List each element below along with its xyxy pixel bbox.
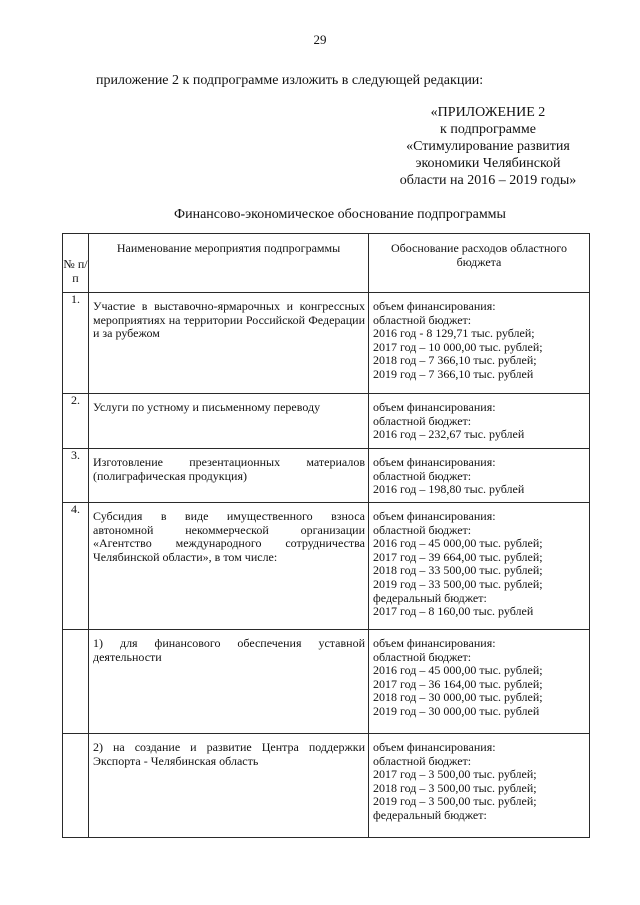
- justification-line: 2017 год – 10 000,00 тыс. рублей;: [373, 339, 543, 354]
- row-justification: [369, 630, 590, 734]
- justification-line: объем финансирования:: [373, 636, 496, 650]
- justification-line: 2019 год – 33 500,00 тыс. рублей;: [373, 576, 543, 591]
- justification-line: 2019 год – 30 000,00 тыс. рублей: [373, 703, 540, 718]
- row-activity-name: 1) для финансового обеспечения уставной деятельности: [89, 630, 369, 734]
- row-activity-name: Услуги по устному и письменному переводу: [89, 394, 369, 449]
- appendix-title: «ПРИЛОЖЕНИЕ 2: [430, 105, 546, 120]
- justification-line: 2018 год – 3 500,00 тыс. рублей;: [373, 780, 537, 795]
- justification-line: 2018 год – 7 366,10 тыс. рублей;: [373, 353, 537, 368]
- justification-line: областной бюджет:: [373, 753, 472, 768]
- row-justification: [369, 394, 590, 449]
- justification-line: 2016 год – 232,67 тыс. рублей: [373, 427, 525, 442]
- justification-line: областной бюджет:: [373, 522, 472, 537]
- table-row: [63, 293, 590, 394]
- row-justification: [369, 293, 590, 394]
- table-row: [63, 503, 590, 630]
- justification-line: областной бюджет:: [373, 649, 472, 664]
- table-title: Финансово-экономическое обоснование подпрограммы: [174, 207, 506, 222]
- header-num: № п/п: [63, 234, 89, 293]
- row-activity-name: Участие в выставочно-ярмарочных и конгрессных мероприятиях на территории Российской Федерации и за рубежом: [89, 293, 369, 394]
- header-justification: Обоснование расходов областного бюджета: [369, 234, 590, 293]
- justification-line: 2016 год – 198,80 тыс. рублей: [373, 482, 525, 497]
- justification-line: объем финансирования:: [373, 400, 496, 414]
- appendix-line: к подпрограмме: [440, 122, 536, 137]
- justification-line: областной бюджет:: [373, 468, 472, 483]
- justification-line: 2016 год – 45 000,00 тыс. рублей;: [373, 536, 543, 551]
- justification-line: областной бюджет:: [373, 413, 472, 428]
- row-justification: [369, 503, 590, 630]
- justification-line: 2016 год - 8 129,71 тыс. рублей;: [373, 326, 535, 341]
- justification-line: 2017 год – 39 664,00 тыс. рублей;: [373, 549, 543, 564]
- justification-line: объем финансирования:: [373, 299, 496, 313]
- appendix-line: экономики Челябинской: [415, 156, 561, 171]
- row-justification: [369, 449, 590, 503]
- justification-line: 2019 год – 7 366,10 тыс. рублей: [373, 366, 534, 381]
- appendix-header: [382, 104, 594, 189]
- justification-line: 2017 год – 8 160,00 тыс. рублей: [373, 604, 534, 619]
- row-activity-name: 2) на создание и развитие Центра поддержки Экспорта - Челябинская область: [89, 734, 369, 838]
- table-body: [63, 293, 590, 838]
- table-row: [63, 734, 590, 838]
- justification-table: [62, 233, 590, 838]
- row-justification: [369, 734, 590, 838]
- table-row: [63, 449, 590, 503]
- table-row: [63, 394, 590, 449]
- header-name: Наименование мероприятия подпрограммы: [89, 234, 369, 293]
- row-number: 3.: [63, 449, 89, 503]
- justification-line: 2016 год – 45 000,00 тыс. рублей;: [373, 663, 543, 678]
- justification-line: федеральный бюджет:: [373, 590, 487, 605]
- justification-line: 2017 год – 36 164,00 тыс. рублей;: [373, 676, 543, 691]
- justification-line: 2019 год – 3 500,00 тыс. рублей;: [373, 794, 537, 809]
- justification-line: 2018 год – 30 000,00 тыс. рублей;: [373, 690, 543, 705]
- justification-line: областной бюджет:: [373, 312, 472, 327]
- row-number: 1.: [63, 293, 89, 394]
- justification-line: объем финансирования:: [373, 740, 496, 754]
- appendix-line: «Стимулирование развития: [406, 139, 570, 154]
- row-activity-name: Изготовление презентационных материалов (полиграфическая продукция): [89, 449, 369, 503]
- appendix-line: области на 2016 – 2019 годы»: [399, 173, 577, 188]
- row-number: 2.: [63, 394, 89, 449]
- table-row: [63, 630, 590, 734]
- table-header-row: [63, 234, 590, 293]
- justification-line: объем финансирования:: [373, 509, 496, 523]
- justification-line: федеральный бюджет:: [373, 807, 487, 822]
- row-activity-name: Субсидия в виде имущественного взноса автономной некоммерческой организации «Агентство международного сотрудничества Челябинской области», в том числе:: [89, 503, 369, 630]
- intro-text: приложение 2 к подпрограмме изложить в следующей редакции:: [96, 73, 484, 88]
- justification-line: 2017 год – 3 500,00 тыс. рублей;: [373, 767, 537, 782]
- justification-line: объем финансирования:: [373, 455, 496, 469]
- row-number: 4.: [63, 503, 89, 630]
- row-number: [63, 734, 89, 838]
- page-number: 29: [313, 32, 327, 47]
- justification-line: 2018 год – 33 500,00 тыс. рублей;: [373, 563, 543, 578]
- row-number: [63, 630, 89, 734]
